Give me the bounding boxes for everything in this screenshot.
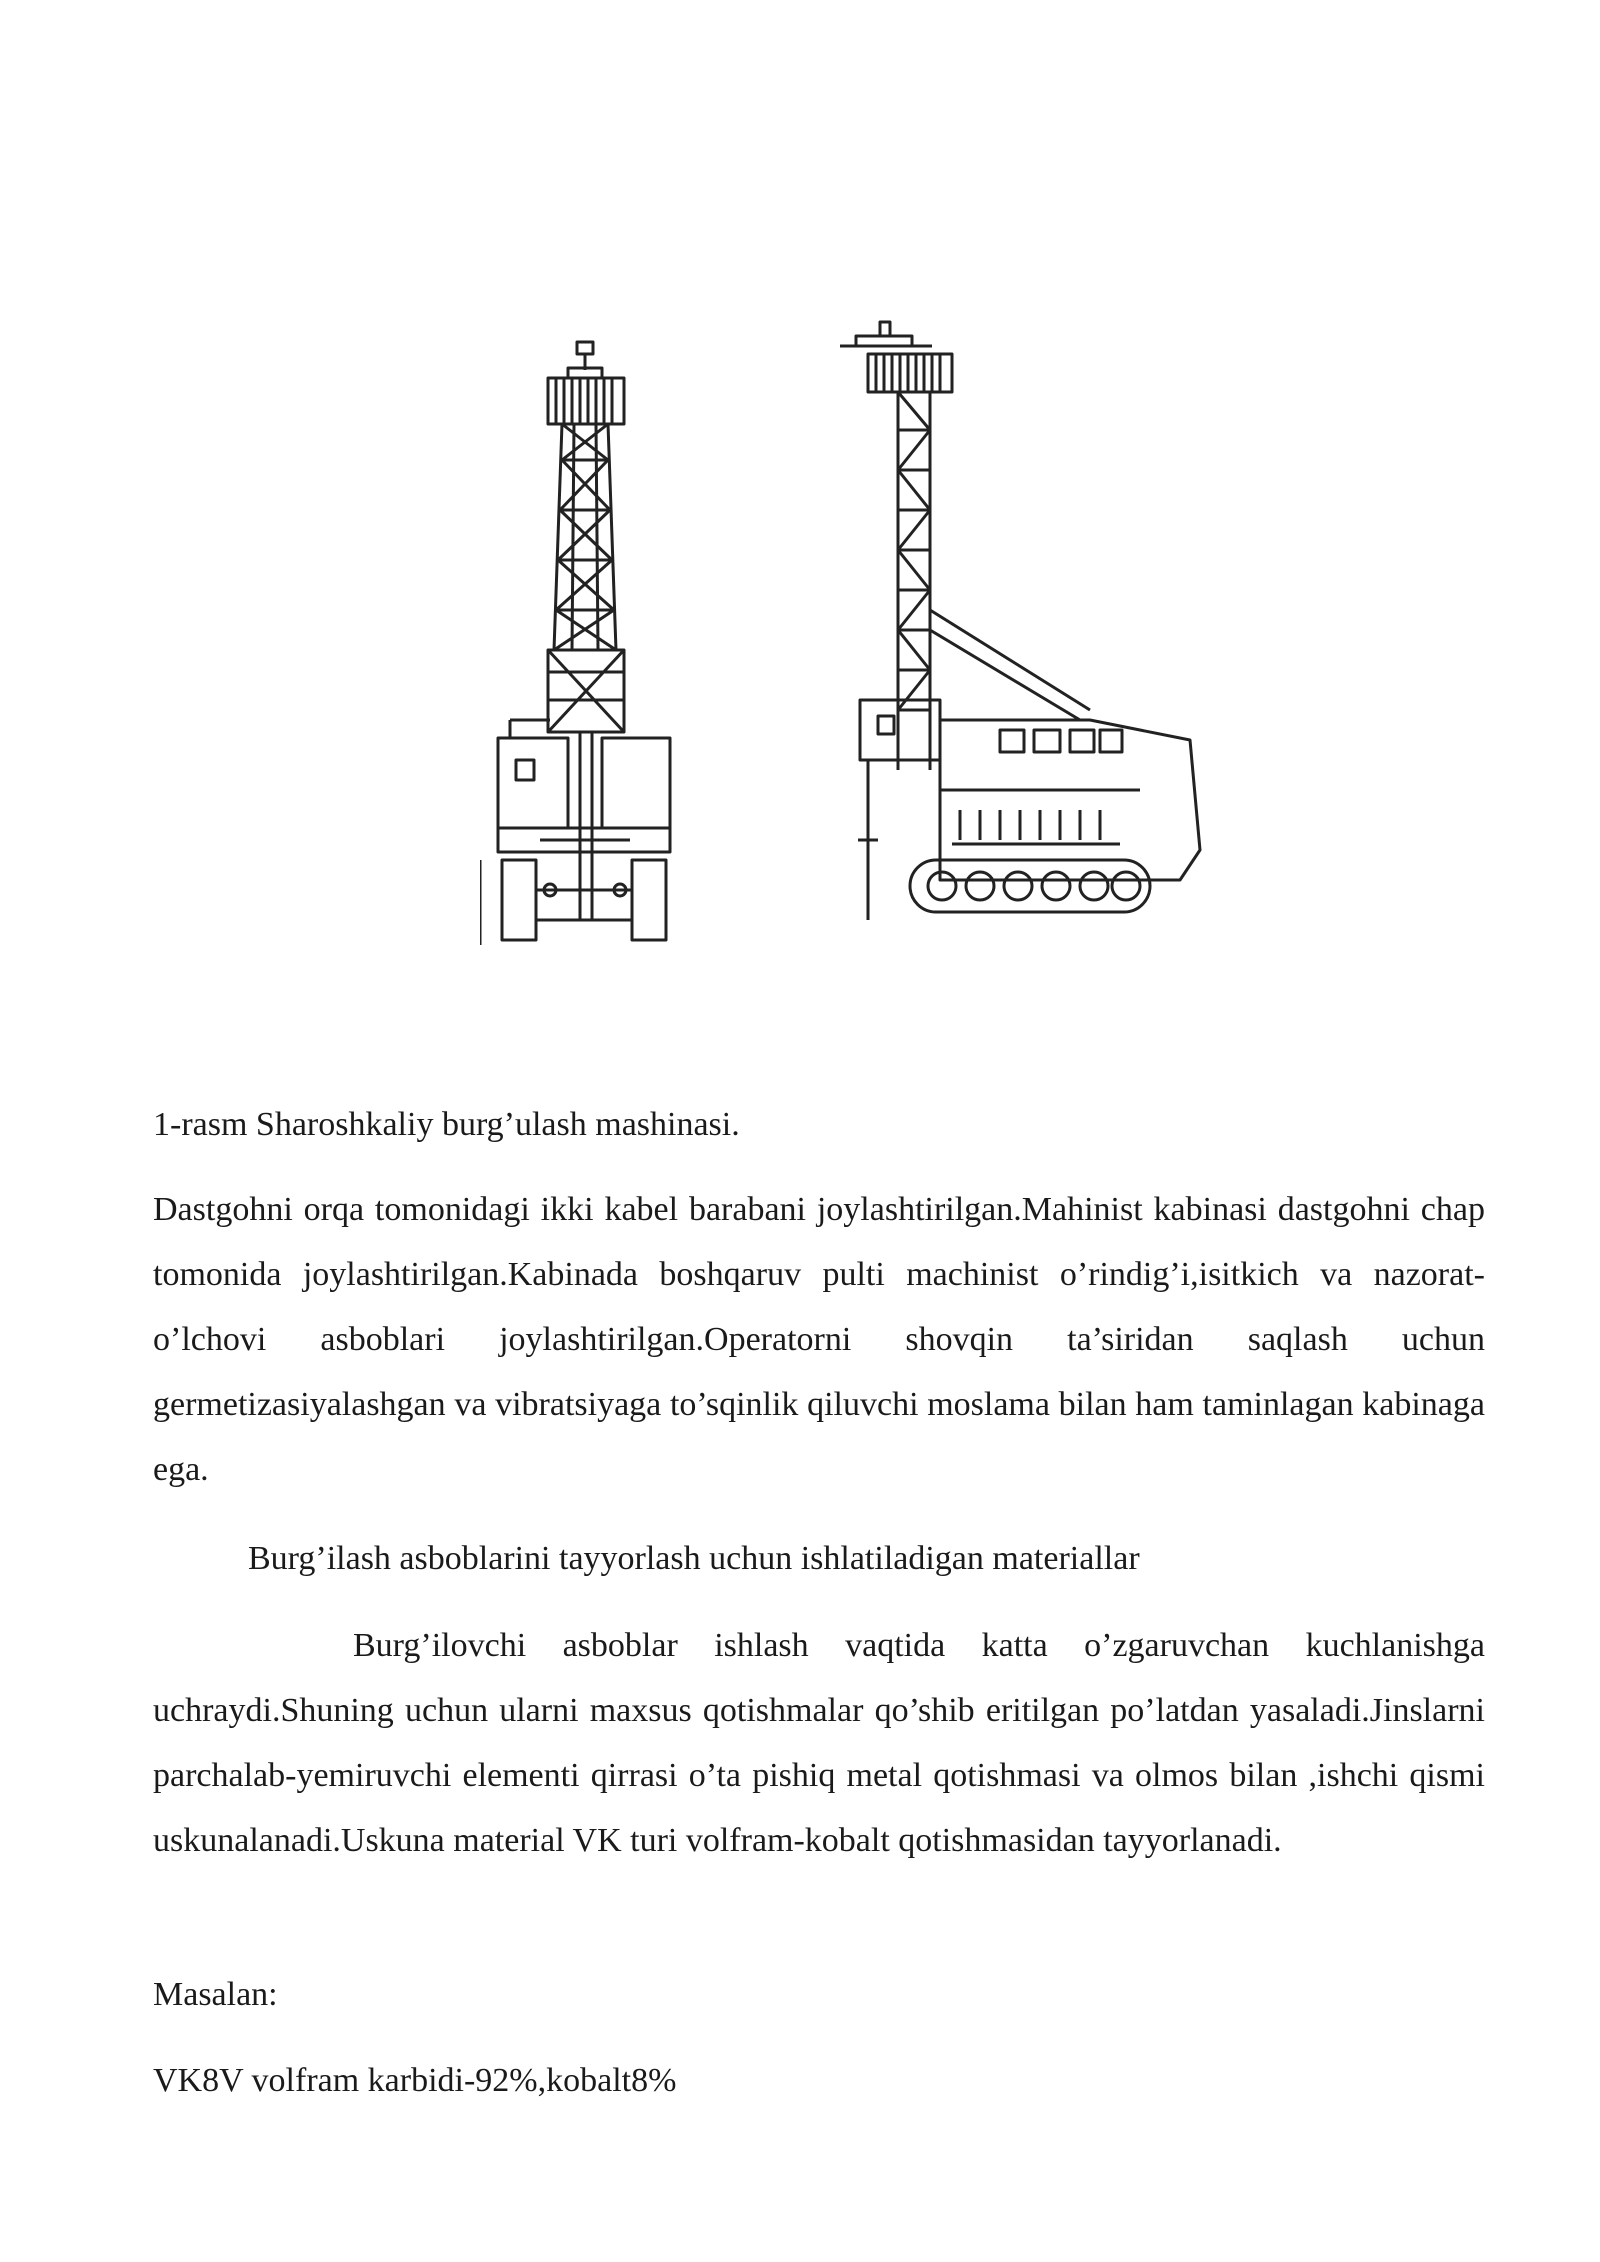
figure-caption: 1-rasm Sharoshkaliy burg’ulash mashinasi. xyxy=(153,1106,740,1143)
example-label: Masalan: xyxy=(153,1976,278,2013)
section-heading: Burg’ilash asboblarini tayyorlash uchun ishlatiladigan materiallar xyxy=(248,1540,1140,1577)
body-paragraph: Dastgohni orqa tomonidagi ikki kabel barabani joylashtirilgan.Mahinist kabinasi dastgohni chap tomonida joylashtirilgan.Kabinada boshqaruv pulti machinist o’rindig’i,isitkich va nazorat-o’lchovi asboblari joylashtirilgan.Operatorni shovqin ta’siridan saqlash uchun germetizasiyalashgan va vibratsiyaga to’sqinlik qiluvchi moslama bilan ham taminlagan kabinaga ega. xyxy=(153,1191,1485,1488)
drilling-rig-figure xyxy=(480,320,1240,1000)
front-view-rig xyxy=(480,342,670,945)
drilling-rig-illustration-icon xyxy=(480,320,1240,1000)
example-line: VK8V volfram karbidi-92%,kobalt8% xyxy=(153,2062,677,2099)
body-paragraph: Burg’ilovchi asboblar ishlash vaqtida katta o’zgaruvchan kuchlanishga uchraydi.Shuning uchun ularni maxsus qotishmalar qo’shib eritilgan po’latdan yasaladi.Jinslarni parchalab-yemiruvchi elementi qirrasi o’ta pishiq metal qotishmasi va olmos bilan ,ishchi qismi uskunalanadi.Uskuna material VK turi volfram-kobalt qotishmasidan tayyorlanadi. xyxy=(153,1627,1485,1859)
side-view-rig xyxy=(840,322,1200,920)
